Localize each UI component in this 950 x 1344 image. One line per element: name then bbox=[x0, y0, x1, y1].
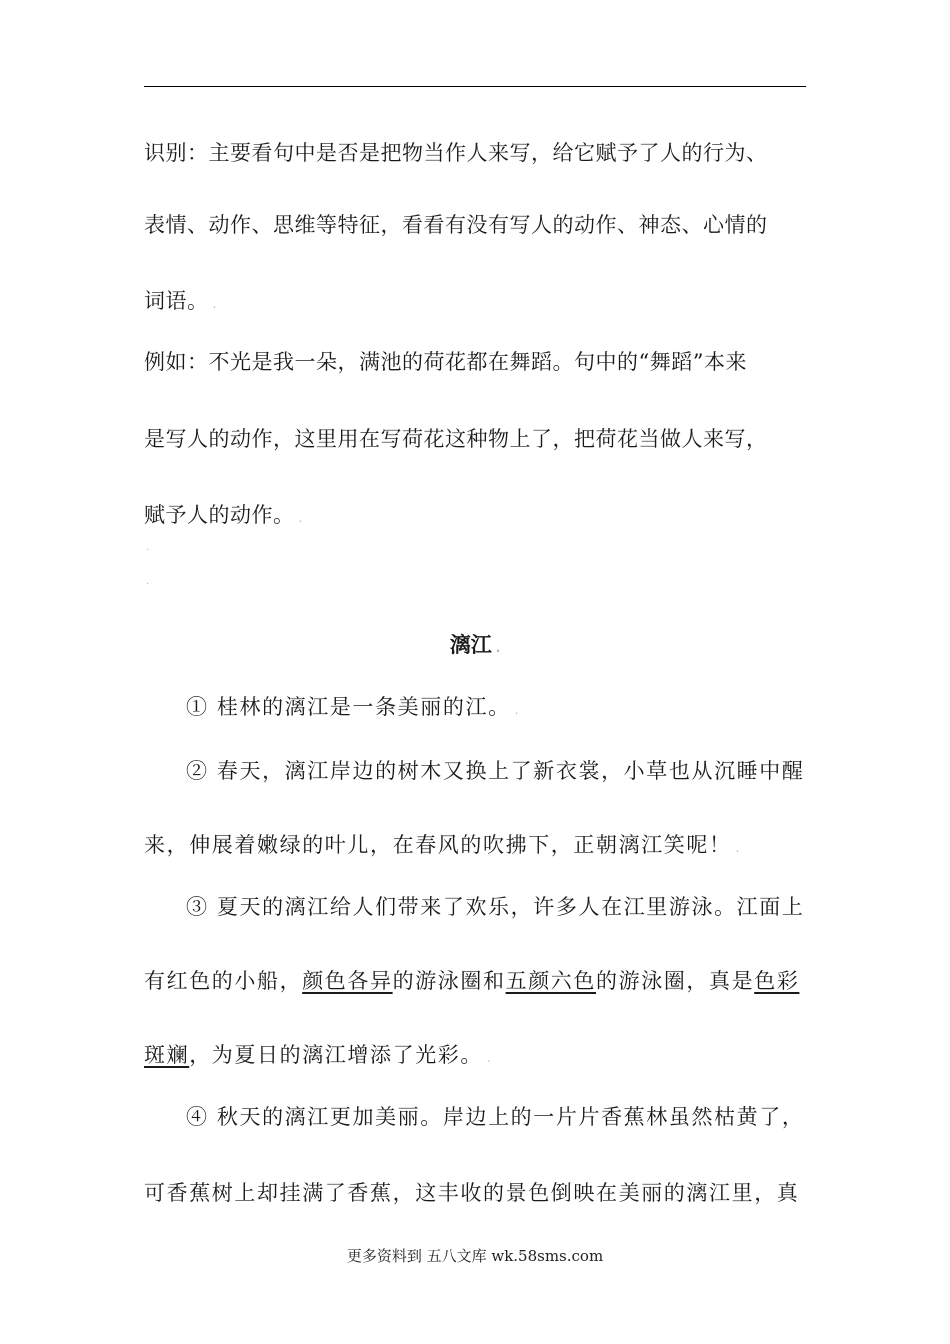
article-p4-line2 bbox=[144, 1178, 806, 1208]
text-segment: 有红色的小船， bbox=[144, 969, 303, 993]
article-p1 bbox=[186, 692, 806, 725]
para2-line2 bbox=[144, 424, 806, 454]
article-p3-line1-text: ③ 夏天的漓江给人们带来了欢乐，许多人在江里游泳。江面上 bbox=[186, 895, 805, 919]
article-p4-line2-text: 可香蕉树上却挂满了香蕉，这丰收的景色倒映在美丽的漓江里，真 bbox=[144, 1181, 800, 1205]
para2-line2-text: 是写人的动作，这里用在写荷花这种物上了，把荷花当做人来写， bbox=[144, 427, 768, 451]
paragraph-mark: . bbox=[735, 841, 742, 855]
article-p2-line2-text: 来，伸展着嫩绿的叶儿，在春风的吹拂下，正朝漓江笑呢！ bbox=[144, 833, 732, 857]
article-title bbox=[0, 630, 950, 663]
empty-paragraph-mark: . bbox=[146, 542, 150, 553]
article-p4-line1 bbox=[186, 1102, 806, 1132]
underlined-phrase: 五颜六色 bbox=[505, 969, 597, 993]
para1-line2-text: 表情、动作、思维等特征，看看有没有写人的动作、神态、心情的 bbox=[144, 213, 768, 237]
article-p3-line3 bbox=[144, 1040, 806, 1073]
footer-text: 更多资料到 五八文库 wk.58sms.com bbox=[346, 1247, 604, 1265]
para1-line1-text: 识别：主要看句中是否是把物当作人来写，给它赋予了人的行为、 bbox=[144, 141, 768, 165]
para2-line1 bbox=[144, 347, 806, 377]
article-title-text: 漓江 bbox=[449, 633, 492, 657]
para2-line3 bbox=[144, 500, 806, 533]
text-segment: 的游泳圈，真是 bbox=[596, 969, 755, 993]
para1-line3-text: 词语。 bbox=[144, 289, 209, 313]
para2-line1-text: 例如：不光是我一朵，满池的荷花都在舞蹈。句中的“舞蹈”本来 bbox=[144, 350, 747, 374]
para1-line3 bbox=[144, 286, 806, 319]
underlined-phrase: 色彩 bbox=[754, 969, 800, 993]
article-p2-line1 bbox=[186, 756, 806, 786]
para1-line1 bbox=[144, 138, 806, 168]
paragraph-mark: . bbox=[298, 511, 303, 525]
para1-line2 bbox=[144, 210, 806, 240]
article-p4-line1-text: ④ 秋天的漓江更加美丽。岸边上的一片片香蕉林虽然枯黄了， bbox=[186, 1105, 805, 1129]
underlined-phrase: 颜色各异 bbox=[302, 969, 393, 993]
paragraph-mark: . bbox=[514, 703, 521, 717]
paragraph-mark: . bbox=[212, 297, 217, 311]
paragraph-mark: . bbox=[487, 1051, 493, 1065]
paragraph-mark: . bbox=[495, 641, 501, 655]
article-p2-line2 bbox=[144, 830, 806, 863]
page-footer bbox=[0, 1244, 950, 1268]
article-p1-text: ① 桂林的漓江是一条美丽的江。 bbox=[186, 695, 511, 719]
header-rule bbox=[144, 86, 806, 87]
text-segment: ，为夏日的漓江增添了光彩。 bbox=[189, 1043, 484, 1067]
underlined-phrase: 斑斓 bbox=[144, 1043, 190, 1067]
text-segment: 的游泳圈和 bbox=[392, 969, 506, 993]
article-p2-line1-text: ② 春天，漓江岸边的树木又换上了新衣裳，小草也从沉睡中醒 bbox=[186, 759, 805, 783]
para2-line3-text: 赋予人的动作。 bbox=[144, 503, 295, 527]
article-p3-line2 bbox=[144, 966, 806, 996]
article-p3-line1 bbox=[186, 892, 806, 922]
empty-paragraph-mark: . bbox=[146, 576, 150, 587]
